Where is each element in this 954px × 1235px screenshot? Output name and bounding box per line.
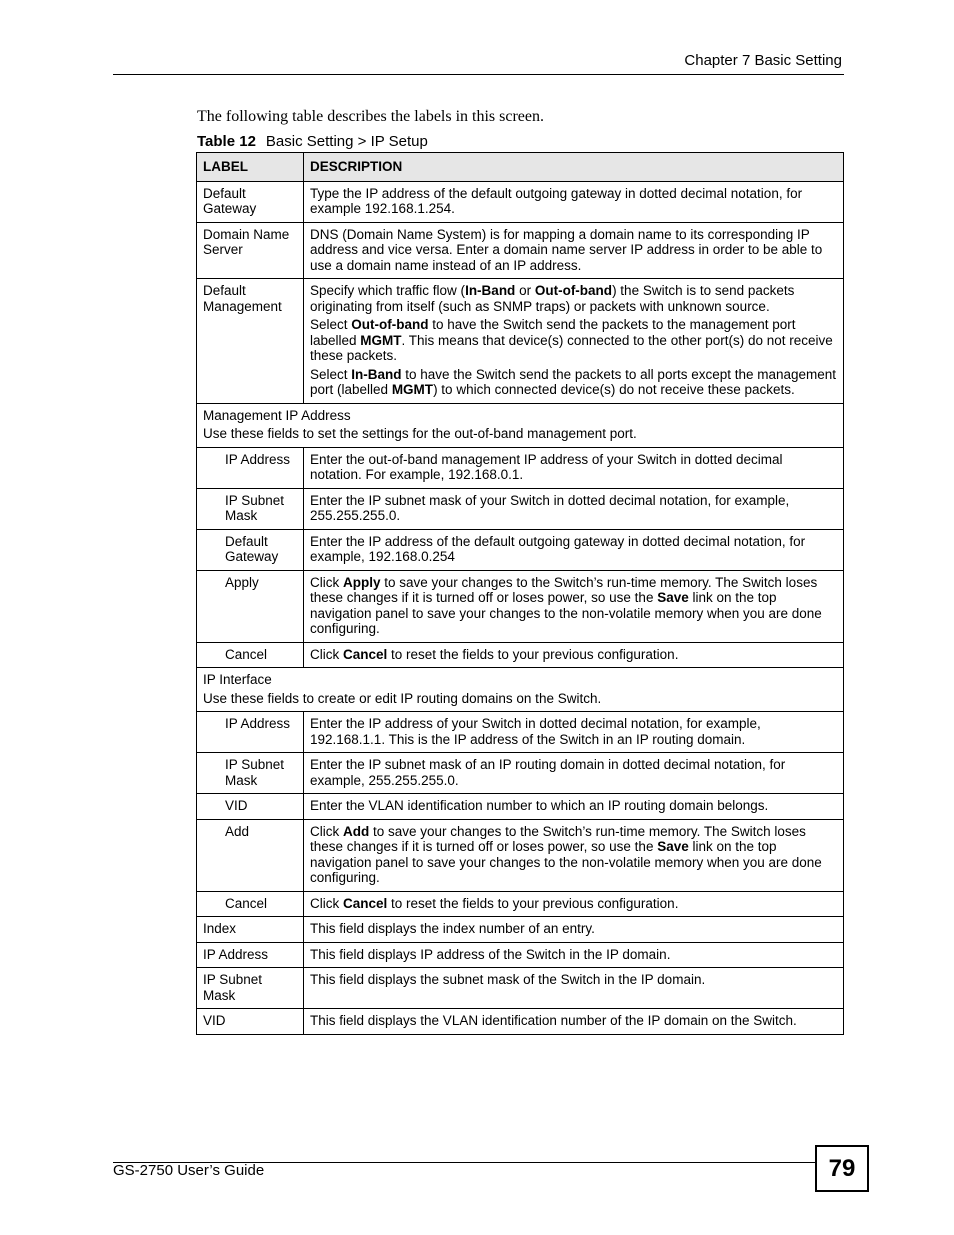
table-section-row bbox=[197, 668, 844, 712]
table-section-row bbox=[197, 403, 844, 447]
row-label: Apply bbox=[197, 570, 304, 642]
table-row bbox=[197, 712, 844, 753]
description-text: This field displays the index number of an entry. bbox=[310, 921, 595, 936]
table-row bbox=[197, 488, 844, 529]
row-label: IP Subnet Mask bbox=[197, 753, 304, 794]
description-text: This field displays the VLAN identification number of the IP domain on the Switch. bbox=[310, 1013, 797, 1028]
section-title: Management IP Address bbox=[203, 407, 351, 423]
table-row bbox=[197, 917, 844, 943]
description-text: to reset the fields to your previous configuration. bbox=[387, 895, 679, 911]
row-label: IP Address bbox=[197, 942, 304, 968]
description-paragraph bbox=[310, 921, 837, 937]
description-text: Enter the IP address of your Switch in dotted decimal notation, for example, 192.168.1.1. This is the IP address of the Switch in an IP routing domain. bbox=[310, 716, 761, 747]
description-paragraph bbox=[310, 283, 837, 314]
row-label: Add bbox=[197, 819, 304, 891]
description-paragraph bbox=[310, 896, 837, 912]
table-body bbox=[197, 181, 844, 1034]
row-label: VID bbox=[197, 1009, 304, 1035]
table-row bbox=[197, 642, 844, 668]
row-description bbox=[304, 529, 844, 570]
description-text: Click bbox=[310, 823, 343, 839]
row-label: Default Gateway bbox=[197, 529, 304, 570]
description-text: This field displays IP address of the Switch in the IP domain. bbox=[310, 946, 671, 962]
row-description bbox=[304, 570, 844, 642]
description-text: Enter the out-of-band management IP address of your Switch in dotted decimal notation. For example, 192.168.0.1. bbox=[310, 451, 783, 482]
description-paragraph bbox=[310, 452, 837, 483]
description-keyword: Apply bbox=[343, 574, 381, 590]
table-row bbox=[197, 529, 844, 570]
table-row bbox=[197, 794, 844, 820]
description-paragraph bbox=[310, 1013, 837, 1029]
row-description bbox=[304, 488, 844, 529]
description-paragraph bbox=[310, 947, 837, 963]
description-keyword: Save bbox=[657, 839, 689, 854]
description-paragraph bbox=[310, 493, 837, 524]
description-paragraph bbox=[310, 227, 837, 274]
description-text: Select bbox=[310, 317, 352, 332]
description-text: link on the top navigation panel to save your changes to the non-volatile memory when you are done configuring. bbox=[310, 590, 822, 636]
description-paragraph bbox=[310, 647, 837, 663]
row-description bbox=[304, 222, 844, 279]
label-description-table bbox=[196, 152, 844, 1035]
row-label: Cancel bbox=[197, 891, 304, 917]
description-keyword: In-Band bbox=[351, 366, 402, 382]
table-row bbox=[197, 222, 844, 279]
row-label: IP Address bbox=[197, 712, 304, 753]
description-text: link on the top navigation panel to save your changes to the non-volatile memory when you are done configuring. bbox=[310, 839, 822, 885]
table-row bbox=[197, 447, 844, 488]
description-text: to reset the fields to your previous configuration. bbox=[387, 646, 679, 662]
description-text: Enter the IP address of the default outgoing gateway in dotted decimal notation, for example, 192.168.0.254 bbox=[310, 533, 806, 564]
row-description bbox=[304, 279, 844, 404]
table-header-row bbox=[197, 153, 844, 182]
description-keyword: Out-of-band bbox=[534, 283, 613, 298]
description-paragraph bbox=[310, 367, 837, 398]
section-title: IP Interface bbox=[203, 672, 272, 687]
section-text: Use these fields to set the settings for the out-of-band management port. bbox=[203, 426, 637, 441]
description-paragraph bbox=[310, 317, 837, 364]
row-label: Cancel bbox=[197, 642, 304, 668]
section-cell bbox=[197, 668, 844, 712]
description-keyword: In-Band bbox=[465, 283, 516, 298]
guide-title: GS-2750 User’s Guide bbox=[113, 1162, 265, 1179]
description-text: Specify which traffic flow ( bbox=[310, 283, 466, 298]
description-keyword: MGMT bbox=[391, 382, 434, 397]
chapter-header: Chapter 7 Basic Setting bbox=[684, 52, 842, 69]
row-label: IP Subnet Mask bbox=[197, 968, 304, 1009]
description-text: . This means that device(s) connected to the other port(s) do not receive these packets. bbox=[310, 332, 833, 363]
table-row bbox=[197, 942, 844, 968]
description-text: ) the Switch is to send packets originating from itself (such as SNMP traps) or packets with unknown source. bbox=[310, 283, 795, 314]
row-description bbox=[304, 968, 844, 1009]
section-text: Use these fields to create or edit IP routing domains on the Switch. bbox=[203, 690, 602, 706]
description-keyword: Out-of-band bbox=[351, 317, 429, 332]
description-text: to save your changes to the Switch’s run-time memory. The Switch loses these changes if it is turned off or loses power, so use the bbox=[310, 823, 806, 854]
table-number: Table 12 bbox=[197, 133, 256, 150]
table-caption bbox=[197, 133, 428, 150]
description-paragraph bbox=[310, 972, 837, 988]
description-text: Click bbox=[310, 895, 343, 911]
description-text: or bbox=[515, 283, 535, 298]
header-divider bbox=[113, 74, 844, 75]
row-label: IP Subnet Mask bbox=[197, 488, 304, 529]
row-label: VID bbox=[197, 794, 304, 820]
row-label: Default Gateway bbox=[197, 181, 304, 222]
description-text: Type the IP address of the default outgoing gateway in dotted decimal notation, for example 192.168.1.254. bbox=[310, 185, 803, 216]
description-keyword: Cancel bbox=[343, 646, 388, 662]
intro-text: The following table describes the labels in this screen. bbox=[197, 108, 545, 125]
row-description bbox=[304, 819, 844, 891]
description-keyword: MGMT bbox=[360, 332, 402, 348]
description-text: Enter the IP subnet mask of your Switch in dotted decimal notation, for example, 255.255.255.0. bbox=[310, 492, 790, 523]
description-paragraph bbox=[310, 824, 837, 886]
description-text: This field displays the subnet mask of the Switch in the IP domain. bbox=[310, 972, 706, 987]
row-label: IP Address bbox=[197, 447, 304, 488]
row-description bbox=[304, 1009, 844, 1035]
description-keyword: Cancel bbox=[343, 895, 388, 911]
row-description bbox=[304, 942, 844, 968]
label-column-header: LABEL bbox=[197, 153, 304, 182]
description-text: ) to which connected device(s) do not receive these packets. bbox=[433, 382, 795, 397]
table-row bbox=[197, 570, 844, 642]
table-row bbox=[197, 891, 844, 917]
table-row bbox=[197, 819, 844, 891]
row-description bbox=[304, 447, 844, 488]
row-description bbox=[304, 712, 844, 753]
description-column-header: DESCRIPTION bbox=[304, 153, 844, 182]
description-paragraph bbox=[310, 534, 837, 565]
description-text: to have the Switch send the packets to the management port labelled bbox=[310, 317, 796, 348]
row-label: Default Management bbox=[197, 279, 304, 404]
description-keyword: Add bbox=[343, 823, 370, 839]
row-description bbox=[304, 753, 844, 794]
row-description bbox=[304, 181, 844, 222]
description-paragraph bbox=[310, 575, 837, 637]
table-row bbox=[197, 753, 844, 794]
description-text: Enter the IP subnet mask of an IP routing domain in dotted decimal notation, for example, 255.255.255.0. bbox=[310, 757, 786, 788]
table-row bbox=[197, 1009, 844, 1035]
row-description bbox=[304, 642, 844, 668]
description-text: Click bbox=[310, 574, 343, 590]
description-text: to save your changes to the Switch’s run-time memory. The Switch loses these changes if it is turned off or loses power, so use the bbox=[310, 574, 818, 605]
description-paragraph bbox=[310, 798, 837, 814]
page-number: 79 bbox=[815, 1145, 869, 1192]
description-text: to have the Switch send the packets to all ports except the management port (labelled bbox=[310, 366, 837, 397]
description-paragraph bbox=[310, 716, 837, 747]
row-label: Domain Name Server bbox=[197, 222, 304, 279]
description-text: DNS (Domain Name System) is for mapping a domain name to its corresponding IP address and vice versa. Enter a domain name server IP address in order to be able to use a domain name instead of an IP address. bbox=[310, 226, 823, 273]
description-keyword: Save bbox=[657, 590, 689, 605]
description-text: Select bbox=[310, 366, 352, 382]
table-title: Basic Setting > IP Setup bbox=[265, 133, 428, 150]
description-paragraph bbox=[310, 757, 837, 788]
row-description bbox=[304, 891, 844, 917]
section-cell bbox=[197, 403, 844, 447]
description-paragraph bbox=[310, 186, 837, 217]
table-row bbox=[197, 279, 844, 404]
row-label: Index bbox=[197, 917, 304, 943]
row-description bbox=[304, 794, 844, 820]
description-text: Click bbox=[310, 646, 343, 662]
table-row bbox=[197, 181, 844, 222]
table-row bbox=[197, 968, 844, 1009]
row-description bbox=[304, 917, 844, 943]
description-text: Enter the VLAN identification number to which an IP routing domain belongs. bbox=[310, 798, 769, 813]
